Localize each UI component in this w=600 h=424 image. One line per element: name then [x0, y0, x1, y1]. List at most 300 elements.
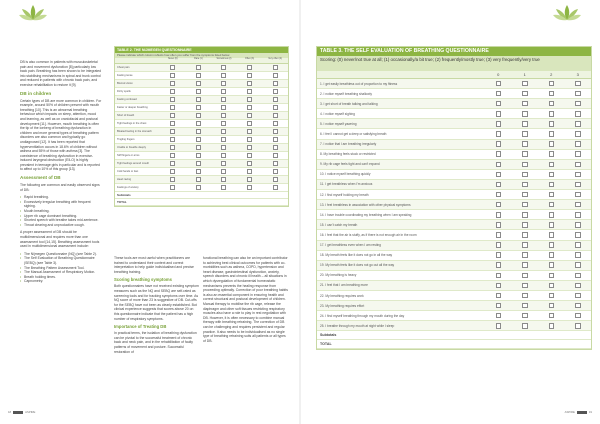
answer-checkbox[interactable] [575, 172, 581, 178]
table-row [115, 160, 288, 168]
tools-intro: A proper assessment of DB should be multidimensional and requires more than one assessment tool [14,15]. Breathing assessment tools used in multidimensional assessment include: [20, 230, 100, 249]
list-item: • The Breathing Pattern Assessment Tool. [20, 266, 102, 271]
statement-label: 18. My breath feels like it does not go in all the way [320, 253, 393, 258]
answer-checkbox[interactable] [522, 202, 528, 208]
answer-checkbox[interactable] [196, 97, 201, 102]
answer-checkbox[interactable] [522, 131, 528, 137]
left-article-column [20, 60, 102, 284]
answer-checkbox[interactable] [170, 145, 175, 150]
table-row [115, 176, 288, 184]
table-row [317, 200, 591, 210]
answer-checkbox[interactable] [522, 283, 528, 289]
answer-checkbox[interactable] [170, 65, 175, 70]
right-page-footer [565, 410, 592, 414]
answer-checkbox[interactable] [247, 137, 252, 142]
answer-checkbox[interactable] [575, 192, 581, 198]
answer-checkbox[interactable] [170, 161, 175, 166]
answer-checkbox[interactable] [522, 232, 528, 238]
table-row [115, 80, 288, 88]
answer-checkbox[interactable] [496, 262, 502, 268]
answer-checkbox[interactable] [522, 313, 528, 319]
table-row [115, 168, 288, 176]
answer-checkbox[interactable] [170, 81, 175, 86]
symptom-label: Cold hands or feet [117, 170, 139, 173]
answer-checkbox[interactable] [496, 212, 502, 218]
symptom-label: Faster or deeper breathing [117, 106, 148, 109]
statement-label: 15. I can't catch my breath [320, 222, 358, 227]
answer-checkbox[interactable] [522, 162, 528, 168]
statement-label: 5. I notice myself yawning [320, 121, 357, 126]
sebq-table [316, 46, 592, 350]
answer-checkbox[interactable] [549, 232, 555, 238]
answer-checkbox[interactable] [575, 141, 581, 147]
symptom-label: Heart racing [117, 178, 132, 181]
nijmegen-questionnaire-table [114, 46, 289, 207]
answer-checkbox[interactable] [549, 131, 555, 137]
answer-checkbox[interactable] [575, 101, 581, 107]
answer-checkbox[interactable] [247, 73, 252, 78]
answer-checkbox[interactable] [522, 212, 528, 218]
answer-checkbox[interactable] [170, 137, 175, 142]
answer-checkbox[interactable] [575, 131, 581, 137]
total-row: TOTAL [115, 199, 288, 206]
answer-checkbox[interactable] [549, 111, 555, 117]
answer-checkbox[interactable] [170, 153, 175, 158]
answer-checkbox[interactable] [496, 283, 502, 289]
left-page-footer [8, 410, 35, 414]
answer-checkbox[interactable] [549, 81, 555, 87]
answer-checkbox[interactable] [221, 161, 226, 166]
table-row [317, 79, 591, 89]
table-row [317, 261, 591, 271]
answer-checkbox[interactable] [196, 89, 201, 94]
column-header: Sometimes (2) [216, 58, 232, 61]
answer-checkbox[interactable] [496, 323, 502, 329]
table-row [317, 109, 591, 119]
column-header: 2 [550, 72, 553, 77]
answer-checkbox[interactable] [196, 185, 201, 190]
answer-checkbox[interactable] [575, 212, 581, 218]
statement-label: 4. I notice myself sighing [320, 111, 355, 116]
answer-checkbox[interactable] [196, 129, 201, 134]
answer-checkbox[interactable] [575, 313, 581, 319]
answer-checkbox[interactable] [221, 121, 226, 126]
table-row [317, 89, 591, 99]
symptom-label: Tight feelings in the chest [117, 122, 147, 125]
answer-checkbox[interactable] [273, 73, 278, 78]
answer-checkbox[interactable] [273, 89, 278, 94]
answer-checkbox[interactable] [522, 182, 528, 188]
answer-checkbox[interactable] [549, 262, 555, 268]
symptom-label: Feeling confused [117, 98, 137, 101]
answer-checkbox[interactable] [549, 151, 555, 157]
answer-checkbox[interactable] [575, 222, 581, 228]
subtotals-row: Subtotals [115, 192, 288, 199]
answer-checkbox[interactable] [170, 121, 175, 126]
tools-list [20, 252, 102, 284]
answer-checkbox[interactable] [273, 113, 278, 118]
table-row [317, 180, 591, 190]
answer-checkbox[interactable] [496, 192, 502, 198]
answer-checkbox[interactable] [221, 169, 226, 174]
table-row [317, 99, 591, 109]
answer-checkbox[interactable] [575, 111, 581, 117]
table-subtitle: Please indicate which column reflects how often you suffer from the symptoms listed below [115, 53, 288, 58]
statement-label: 25. I breathe through my mouth at night while I sleep [320, 323, 395, 328]
answer-checkbox[interactable] [273, 177, 278, 182]
answer-checkbox[interactable] [247, 105, 252, 110]
answer-checkbox[interactable] [522, 242, 528, 248]
answer-checkbox[interactable] [549, 212, 555, 218]
table-row [115, 64, 288, 72]
answer-checkbox[interactable] [549, 121, 555, 127]
answer-checkbox[interactable] [522, 111, 528, 117]
statement-label: 9. My rib cage feels tight and can't expand [320, 162, 380, 167]
symptom-label: Short of breath [117, 114, 135, 117]
list-item: • Excessively irregular breathing with frequent sighing. [20, 200, 102, 209]
answer-checkbox[interactable] [247, 169, 252, 174]
answer-checkbox[interactable] [496, 232, 502, 238]
answer-checkbox[interactable] [196, 153, 201, 158]
answer-checkbox[interactable] [247, 121, 252, 126]
answer-checkbox[interactable] [221, 177, 226, 182]
list-item: • Shorted speech with breathe takes mid-sentence. [20, 218, 102, 223]
statement-label: 2. I notice myself breathing shallowly [320, 91, 372, 96]
answer-checkbox[interactable] [273, 121, 278, 126]
statement-label: 7. I notice that I am breathing irregularly [320, 142, 377, 147]
middle-article-column [114, 256, 199, 357]
answer-checkbox[interactable] [496, 121, 502, 127]
answer-checkbox[interactable] [247, 81, 252, 86]
list-item: • Capnometry. [20, 279, 102, 284]
answer-checkbox[interactable] [221, 81, 226, 86]
answer-checkbox[interactable] [273, 65, 278, 70]
table-row [115, 152, 288, 160]
table-row [317, 271, 591, 281]
answer-checkbox[interactable] [549, 242, 555, 248]
symptom-label: Tight feelings around mouth [117, 162, 150, 165]
answer-checkbox[interactable] [247, 113, 252, 118]
answer-checkbox[interactable] [221, 145, 226, 150]
table-row [317, 140, 591, 150]
assessment-intro: The following are common and easily observed signs of DB: [20, 183, 100, 192]
answer-checkbox[interactable] [496, 131, 502, 137]
answer-checkbox[interactable] [549, 293, 555, 299]
footer-bar [577, 411, 587, 414]
answer-checkbox[interactable] [247, 129, 252, 134]
answer-checkbox[interactable] [522, 323, 528, 329]
table-row [317, 281, 591, 291]
answer-checkbox[interactable] [522, 252, 528, 258]
table-body [317, 79, 591, 331]
answer-checkbox[interactable] [170, 169, 175, 174]
column-header: Never (0) [168, 58, 178, 61]
assessment-heading: Assessment of DB [20, 175, 61, 181]
answer-checkbox[interactable] [221, 153, 226, 158]
list-item: • Mouth breathing. [20, 209, 102, 214]
answer-checkbox[interactable] [196, 177, 201, 182]
answer-checkbox[interactable] [273, 137, 278, 142]
answer-checkbox[interactable] [549, 141, 555, 147]
statement-label: 11. I get breathless when I'm anxious [320, 182, 373, 187]
list-item: • The Manual Assessment of Respiratory Motion. [20, 270, 102, 275]
answer-checkbox[interactable] [496, 313, 502, 319]
statement-label: 14. I have trouble coordinating my breathing when I am speaking [320, 212, 412, 217]
answer-checkbox[interactable] [273, 105, 278, 110]
answer-checkbox[interactable] [196, 73, 201, 78]
answer-checkbox[interactable] [170, 129, 175, 134]
answer-checkbox[interactable] [247, 177, 252, 182]
answer-checkbox[interactable] [170, 113, 175, 118]
column-header: Rare (1) [194, 58, 203, 61]
answer-checkbox[interactable] [549, 303, 555, 309]
answer-checkbox[interactable] [575, 232, 581, 238]
scoring-heading: Scoring breathing symptoms [114, 277, 172, 283]
answer-checkbox[interactable] [196, 137, 201, 142]
answer-checkbox[interactable] [549, 273, 555, 279]
answer-checkbox[interactable] [221, 113, 226, 118]
column-header: Very often (4) [268, 58, 283, 61]
table-row [115, 72, 288, 80]
total-row: TOTAL [317, 340, 591, 349]
answer-checkbox[interactable] [522, 192, 528, 198]
answer-checkbox[interactable] [575, 91, 581, 97]
answer-checkbox[interactable] [221, 65, 226, 70]
answer-checkbox[interactable] [522, 273, 528, 279]
answer-checkbox[interactable] [575, 182, 581, 188]
answer-checkbox[interactable] [247, 161, 252, 166]
statement-label: 23. My breathing requires effort [320, 303, 365, 308]
answer-checkbox[interactable] [575, 121, 581, 127]
answer-checkbox[interactable] [170, 73, 175, 78]
answer-checkbox[interactable] [575, 273, 581, 279]
answer-checkbox[interactable] [522, 303, 528, 309]
answer-checkbox[interactable] [549, 202, 555, 208]
answer-checkbox[interactable] [549, 91, 555, 97]
table-row [317, 230, 591, 240]
answer-checkbox[interactable] [196, 161, 201, 166]
statement-label: 12. I find myself holding my breath [320, 192, 369, 197]
statement-label: 8. My breathing feels stuck or restricted [320, 152, 376, 157]
answer-checkbox[interactable] [221, 97, 226, 102]
answer-checkbox[interactable] [496, 91, 502, 97]
answer-checkbox[interactable] [522, 81, 528, 87]
answer-checkbox[interactable] [221, 73, 226, 78]
list-item: • Breath holding times. [20, 275, 102, 280]
answer-checkbox[interactable] [496, 141, 502, 147]
answer-checkbox[interactable] [196, 105, 201, 110]
list-item: • Rapid breathing. [20, 195, 102, 200]
answer-checkbox[interactable] [221, 129, 226, 134]
answer-checkbox[interactable] [549, 222, 555, 228]
answer-checkbox[interactable] [247, 89, 252, 94]
statement-label: 21. I feel that I am breathing more [320, 283, 368, 288]
answer-checkbox[interactable] [549, 172, 555, 178]
statement-label: 16. I feel that the air is stuffy, as if there is not enough air in the room [320, 232, 417, 237]
table-title: TABLE 2. THE NIJMEGEN QUESTIONNAIRE [115, 47, 288, 53]
answer-checkbox[interactable] [575, 162, 581, 168]
symptom-label: Feelings of anxiety [117, 186, 139, 189]
answer-checkbox[interactable] [522, 262, 528, 268]
answer-checkbox[interactable] [549, 283, 555, 289]
answer-checkbox[interactable] [221, 137, 226, 142]
answer-checkbox[interactable] [496, 273, 502, 279]
answer-checkbox[interactable] [273, 81, 278, 86]
intro-paragraph: DB is also common in patients with musculoskeletal pain and movement dysfunction [8] particularly low back pain. Breathing has been shown to be integrated into stabilising mechanisms in spinal and trunk control and reduced in patients with chronic back pain, and exercise rehabilitation to restore it [9]. [20, 60, 102, 87]
table-row [115, 112, 288, 120]
answer-checkbox[interactable] [273, 145, 278, 150]
table-row [317, 150, 591, 160]
answer-checkbox[interactable] [496, 81, 502, 87]
tools-paragraph: These tools are most useful when practitioners are trained to understand their context and correct interpretation to help guide individualised and precise breathing training. [114, 256, 194, 274]
table-row [317, 190, 591, 200]
symptom-label: Stiff fingers or arms [117, 154, 140, 157]
column-header: Often (3) [245, 58, 255, 61]
answer-checkbox[interactable] [221, 185, 226, 190]
table-row [115, 184, 288, 192]
answer-checkbox[interactable] [522, 293, 528, 299]
answer-checkbox[interactable] [575, 202, 581, 208]
answer-checkbox[interactable] [575, 262, 581, 268]
column-header: 3 [576, 72, 579, 77]
answer-checkbox[interactable] [196, 113, 201, 118]
table-row [317, 301, 591, 311]
answer-checkbox[interactable] [575, 242, 581, 248]
subtotals-row: Subtotals [317, 331, 591, 340]
lotus-logo-icon [18, 3, 48, 25]
answer-checkbox[interactable] [496, 293, 502, 299]
answer-checkbox[interactable] [549, 182, 555, 188]
column-header: 0 [497, 72, 500, 77]
answer-checkbox[interactable] [247, 65, 252, 70]
answer-checkbox[interactable] [575, 283, 581, 289]
answer-checkbox[interactable] [496, 252, 502, 258]
answer-checkbox[interactable] [170, 105, 175, 110]
answer-checkbox[interactable] [496, 202, 502, 208]
table-row [317, 241, 591, 251]
table-row [115, 104, 288, 112]
scoring-paragraph: Both questionnaires have not received existing symptom measures such as the NQ and SEBQ are self-rated as screening tools and for tracking symptoms over time. As NQ score of more than 23 is suggestive of DB. Cut-offs for the SEBQ have not been as clearly established. But clinical experience suggests that scores above 20 on this questionnaire indicate that the patient has a high number of respiratory symptoms. [114, 284, 199, 321]
treating-heading: Importance of Treating DB [114, 324, 167, 330]
answer-checkbox[interactable] [575, 81, 581, 87]
answer-checkbox[interactable] [196, 169, 201, 174]
answer-checkbox[interactable] [170, 177, 175, 182]
magazine-title: ASPIRE [564, 410, 575, 414]
list-item: • The Nijmegen Questionnaire (NQ) (see Table 2). [20, 252, 102, 257]
answer-checkbox[interactable] [496, 182, 502, 188]
symptom-label: Bloated feeling in the stomach [117, 130, 152, 133]
lotus-logo-icon [552, 3, 582, 25]
page-number: 19 [588, 410, 592, 414]
statement-label: 1. I get easily breathless out of proportion to my fitness [320, 81, 398, 86]
symptom-label: Blurred vision [117, 82, 133, 85]
list-item: • The Self Evaluation of Breathing Questionnaire (SEBQ) (see Table 3). [20, 256, 102, 265]
answer-checkbox[interactable] [496, 222, 502, 228]
functional-breathing-paragraph: functional breathing can also be an important contributor to achieving best clinical outcomes for patients with co-morbidities such as asthma, COPD, hypertension and heart disease, gastrointestinal dysfunction, anxiety, speech disorders and chronic ill health – all situations in which dysregulation of fundamental homeostatic mechanisms prevents the healing response from proceeding optimally. Correction of poor breathing habits is also an essential component in ensuring health and correct structural and postural development of children. Manual therapy to mobilise the rib cage, release the diaphragm and other soft tissues restricting respiratory muscles also have a role to play in rest negotiation with DB. However, it is often necessary to combine manual therapy with breathing retraining. The correction of DB can be challenging and requires persistent and regular practice. It also needs to be individualised as no single type of breathing retraining suits all patients or all types of DB. [203, 256, 288, 343]
answer-checkbox[interactable] [522, 151, 528, 157]
answer-checkbox[interactable] [196, 145, 201, 150]
table-row [317, 251, 591, 261]
table-row [317, 170, 591, 180]
answer-checkbox[interactable] [496, 162, 502, 168]
answer-checkbox[interactable] [549, 313, 555, 319]
answer-checkbox[interactable] [575, 151, 581, 157]
answer-checkbox[interactable] [522, 91, 528, 97]
answer-checkbox[interactable] [221, 89, 226, 94]
answer-checkbox[interactable] [196, 121, 201, 126]
answer-checkbox[interactable] [496, 242, 502, 248]
answer-checkbox[interactable] [170, 185, 175, 190]
answer-checkbox[interactable] [522, 101, 528, 107]
answer-checkbox[interactable] [247, 97, 252, 102]
answer-checkbox[interactable] [273, 185, 278, 190]
answer-checkbox[interactable] [170, 89, 175, 94]
answer-checkbox[interactable] [273, 129, 278, 134]
table-body [115, 64, 288, 192]
answer-checkbox[interactable] [170, 97, 175, 102]
table-row [317, 210, 591, 220]
answer-checkbox[interactable] [496, 303, 502, 309]
answer-checkbox[interactable] [496, 172, 502, 178]
answer-checkbox[interactable] [496, 151, 502, 157]
answer-checkbox[interactable] [196, 65, 201, 70]
answer-checkbox[interactable] [549, 162, 555, 168]
answer-checkbox[interactable] [575, 293, 581, 299]
table-row [115, 144, 288, 152]
statement-label: 10. I notice myself breathing quickly [320, 172, 371, 177]
statement-label: 19. My breath feels like it does not go out all the way [320, 263, 395, 268]
children-heading: DB in children [20, 90, 52, 96]
answer-checkbox[interactable] [575, 323, 581, 329]
answer-checkbox[interactable] [522, 141, 528, 147]
symptom-label: Unable to breathe deeply [117, 146, 146, 149]
answer-checkbox[interactable] [496, 111, 502, 117]
answer-checkbox[interactable] [549, 192, 555, 198]
statement-label: 24. I find myself breathing through my mouth during the day [320, 313, 405, 318]
answer-checkbox[interactable] [549, 101, 555, 107]
answer-checkbox[interactable] [273, 169, 278, 174]
answer-checkbox[interactable] [522, 222, 528, 228]
answer-checkbox[interactable] [273, 97, 278, 102]
list-item: • Upper rib cage dominant breathing. [20, 214, 102, 219]
table-row [115, 88, 288, 96]
answer-checkbox[interactable] [575, 252, 581, 258]
answer-checkbox[interactable] [196, 81, 201, 86]
answer-checkbox[interactable] [273, 153, 278, 158]
table-row [317, 160, 591, 170]
answer-checkbox[interactable] [522, 121, 528, 127]
answer-checkbox[interactable] [496, 101, 502, 107]
answer-checkbox[interactable] [273, 161, 278, 166]
treating-paragraph: In practical terms, the isolation of breathing dysfunction can be pivotal to the successful treatment of chronic back and neck pain, and in the rehabilitation of faulty patterns of movement and posture. Successful restoration of [114, 331, 197, 354]
statement-label: 6. I feel I cannot get a deep or satisfying breath [320, 132, 387, 137]
answer-checkbox[interactable] [549, 323, 555, 329]
answer-checkbox[interactable] [247, 145, 252, 150]
answer-checkbox[interactable] [247, 153, 252, 158]
answer-checkbox[interactable] [575, 303, 581, 309]
answer-checkbox[interactable] [549, 252, 555, 258]
table-row [317, 311, 591, 321]
table-title: TABLE 3. THE SELF EVALUATION OF BREATHING QUESTIONNAIRE [317, 47, 591, 56]
table-row [317, 119, 591, 129]
answer-checkbox[interactable] [522, 172, 528, 178]
answer-checkbox[interactable] [221, 105, 226, 110]
scoring-legend: Scoring: (0) never/not true at all; (1) occasionally/a bit true; (2) frequently/mostly true; (3) very frequently/very true [317, 56, 591, 71]
answer-checkbox[interactable] [247, 185, 252, 190]
statement-label: 17. I get breathless even when I am resting [320, 243, 381, 248]
symptom-label: Chest pain [117, 66, 130, 69]
list-item: • Throat clearing and unproductive cough. [20, 223, 102, 228]
